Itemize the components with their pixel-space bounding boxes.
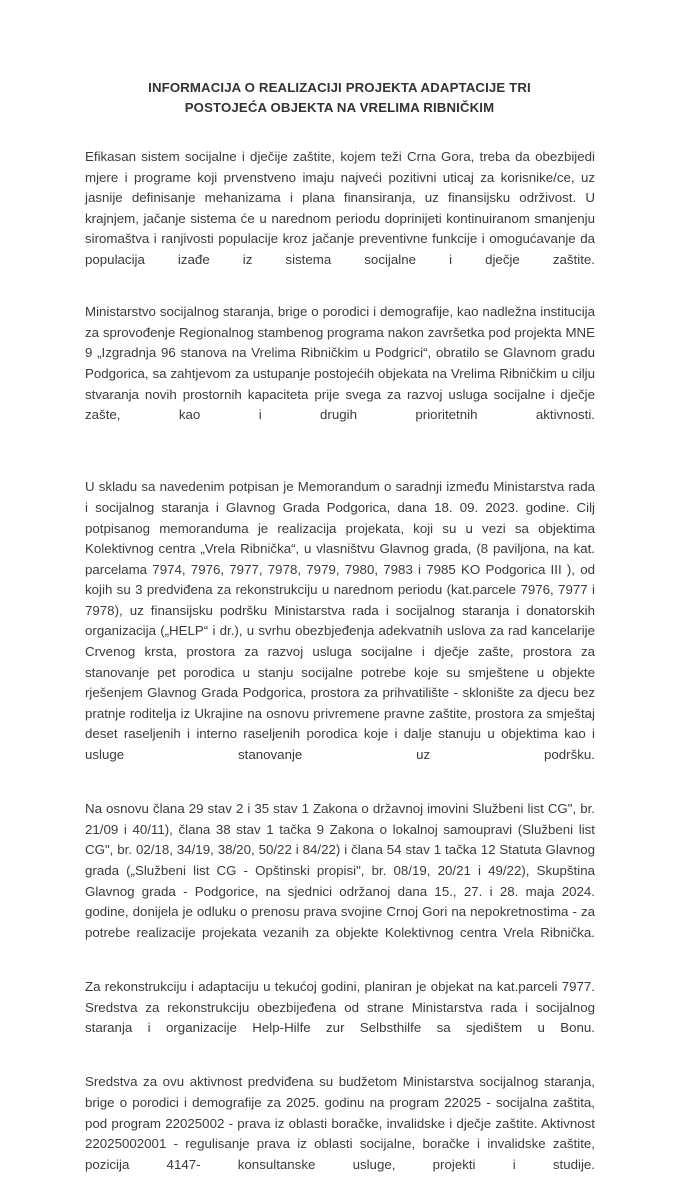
paragraph-ministarstvo-socijalnog-staranja: Ministarstvo socijalnog staranja, brige o porodici i demografije, kao nadležna institucija za sprovođenje Regionalnog stambenog programa nakon završetka pod projekta MNE 9 „Izgradnja 96 stanova na Vrelima Ribničkim u Podgrici“, obratilo se Glavnom gradu Podgorica, sa zahtjevom za ustupanje postojećih objekata na Vrelima Ribničkim u cilju stvaranja novih prostornih kapaciteta prije svega za razvoj usluga socijalne i dječje zašte, kao i drugih prioritetnih aktivnosti. [85,304,595,423]
paragraph-rekonstrukcija-tekuca-godina: Za rekonstrukciju i adaptaciju u tekućoj godini, planiran je objekat na kat.parceli 7977. Sredstva za rekonstrukciju obezbijeđena od strane Ministarstva rada i socijalnog staranja i organizacije Help-Hilfe zur Selbsthilfe sa sjedištem u Bonu. [85,978,595,1036]
page-title-line-1: INFORMACIJA O REALIZACIJI PROJEKTA ADAPTACIJE TRI [148,80,531,95]
paragraph-memorandum-o-saradnji: U skladu sa navedenim potpisan je Memorandum o saradnji između Ministarstva rada i socijalnog staranja i Glavnog Grada Podgorica, dana 18. 09. 2023. godine. Cilj potpisanog memoranduma je realizacija projekata, koji su u vezi sa objektima Kolektivnog centra „Vrela Ribnička“, u vlasništvu Glavnog grada, (8 paviljona, na kat. parcelama 7974, 7976, 7977, 7978, 7979, 7980, 7983 i 7985 KO Podgorica III ), od kojih su 3 predviđena za rekonstrukciju u narednom periodu (kat.parcele 7976, 7977 i 7978), uz finansijsku podršku Ministarstva rada i socijalnog staranja i donatorskih organizacija („HELP“ i dr.), u svrhu obezbjeđenja adekvatnih uslova za rad kancelarije Crvenog krsta, prostora za razvoj usluga socijalne i dječje zašte, prostora za stanovanje pet porodica u stanju socijalne potrebe koje su smještene u objekte rješenjem Glavnog Grada Podgorica, prostora za prihvatilište - sklonište za djecu bez pratnje roditelja iz Ukrajine na osnovu privremene pravne zaštite, prostora za smještaj deset raseljenih i interno raseljenih porodica koje i dalje stanuju u objektima kao i usluge stanovanje uz podršku. [85,479,595,763]
page-title [0,0,679,118]
paragraph-budzetska-sredstva: Sredstva za ovu aktivnost predviđena su budžetom Ministarstva socijalnog staranja, brige o porodici i demografije za 2025. godinu na program 22025 - socijalna zaštita, pod program 22025002 - prava iz oblasti boračke, invalidske i dječje zaštite. Aktivnost 22025002001 - regulisanje prava iz oblasti socijalne, boračke i invalidske zaštite, pozicija 4147- konsultanske usluge, projekti i studije. [85,1074,595,1172]
paragraph-pravni-osnov: Na osnovu člana 29 stav 2 i 35 stav 1 Zakona o državnoj imovini Službeni list CG", br. 21/09 i 40/11), člana 38 stav 1 tačka 9 Zakona o lokalnoj samoupravi (Službeni list CG", br. 02/18, 34/19, 38/20, 50/22 i 84/22) i člana 54 stav 1 tačka 12 Statuta Glavnog grada („Službeni list CG - Opštinski propisi", br. 08/19, 20/21 i 49/22), Skupština Glavnog grada - Podgorice, na sjednici održanoj dana 15., 27. i 28. maja 2024. godine, donijela je odluku o prenosu prava svojine Crnoj Gori na nepokretnostima - za potrebe realizacije projekata vezanih za objekte Kolektivnog centra Vrela Ribnička. [85,801,595,940]
paragraph-efikasan-sistem: Efikasan sistem socijalne i dječije zaštite, kojem teži Crna Gora, treba da obezbijedi mjere i programe koji prvenstveno imaju najveći pozitivni uticaj za korisnike/ce, uz jasnije definisanje mehanizama i plana finansiranja, uz finansijsku održivost. U krajnjem, jačanje sistema će u narednom periodu doprinijeti kontinuiranom smanjenju siromaštva i ranjivosti populacije kroz jačanje preventivne funkcije i omogućavanje da populacija izađe iz sistema socijalne i dječje zaštite. [85,149,595,267]
document-body [0,147,679,1196]
page-title-line-2: POSTOJEĆA OBJEKTA NA VRELIMA RIBNIČKIM [184,100,495,115]
